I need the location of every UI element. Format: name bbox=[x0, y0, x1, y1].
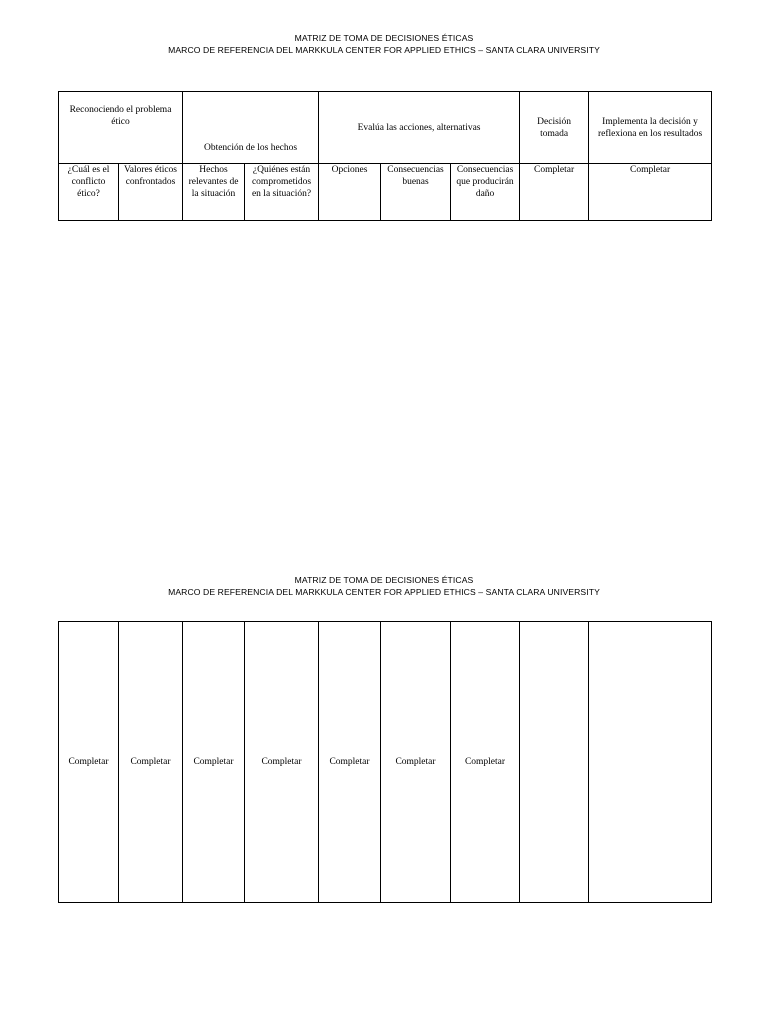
page-2-heading-title: MATRIZ DE TOMA DE DECISIONES ÉTICAS bbox=[294, 575, 474, 585]
cell-reflection[interactable] bbox=[589, 622, 712, 903]
cell-ethical-conflict[interactable]: Completar bbox=[59, 622, 119, 903]
subheader-relevant-facts: Hechos relevantes de la situación bbox=[183, 164, 245, 221]
header-recognize-problem: Reconociendo el problema ético bbox=[59, 92, 183, 164]
header-decision-taken: Decisión tomada bbox=[520, 92, 589, 164]
cell-good-consequences[interactable]: Completar bbox=[381, 622, 451, 903]
page-2-heading-subtitle: MARCO DE REFERENCIA DEL MARKKULA CENTER FOR APPLIED ETHICS – SANTA CLARA UNIVERSITY bbox=[168, 587, 600, 597]
cell-confronted-values[interactable]: Completar bbox=[119, 622, 183, 903]
table-1-subheader-row bbox=[59, 164, 712, 221]
page-1-heading bbox=[0, 32, 768, 56]
table-2-row bbox=[59, 622, 712, 903]
subheader-harmful-consequences: Consecuencias que producirán daño bbox=[451, 164, 520, 221]
cell-options[interactable]: Completar bbox=[319, 622, 381, 903]
cell-relevant-facts[interactable]: Completar bbox=[183, 622, 245, 903]
ethics-matrix-table-1 bbox=[58, 91, 712, 221]
subheader-reflection-complete[interactable]: Completar bbox=[589, 164, 712, 221]
subheader-options: Opciones bbox=[319, 164, 381, 221]
ethics-matrix-table-2 bbox=[58, 621, 712, 903]
header-implement-reflect: Implementa la decisión y reflexiona en los resultados bbox=[589, 92, 712, 164]
subheader-good-consequences: Consecuencias buenas bbox=[381, 164, 451, 221]
page-1-heading-title: MATRIZ DE TOMA DE DECISIONES ÉTICAS bbox=[294, 33, 474, 43]
cell-decision[interactable] bbox=[520, 622, 589, 903]
subheader-decision-complete[interactable]: Completar bbox=[520, 164, 589, 221]
page-2-heading bbox=[0, 574, 768, 598]
header-evaluate-actions: Evalúa las acciones, alternativas bbox=[319, 92, 520, 164]
table-1-header-row bbox=[59, 92, 712, 164]
subheader-ethical-conflict: ¿Cuál es el conflicto ético? bbox=[59, 164, 119, 221]
cell-involved-parties[interactable]: Completar bbox=[245, 622, 319, 903]
subheader-involved-parties: ¿Quiénes están comprometidos en la situación? bbox=[245, 164, 319, 221]
subheader-confronted-values: Valores éticos confrontados bbox=[119, 164, 183, 221]
header-get-facts: Obtención de los hechos bbox=[183, 92, 319, 164]
page-1-heading-subtitle: MARCO DE REFERENCIA DEL MARKKULA CENTER FOR APPLIED ETHICS – SANTA CLARA UNIVERSITY bbox=[168, 45, 600, 55]
cell-harmful-consequences[interactable]: Completar bbox=[451, 622, 520, 903]
